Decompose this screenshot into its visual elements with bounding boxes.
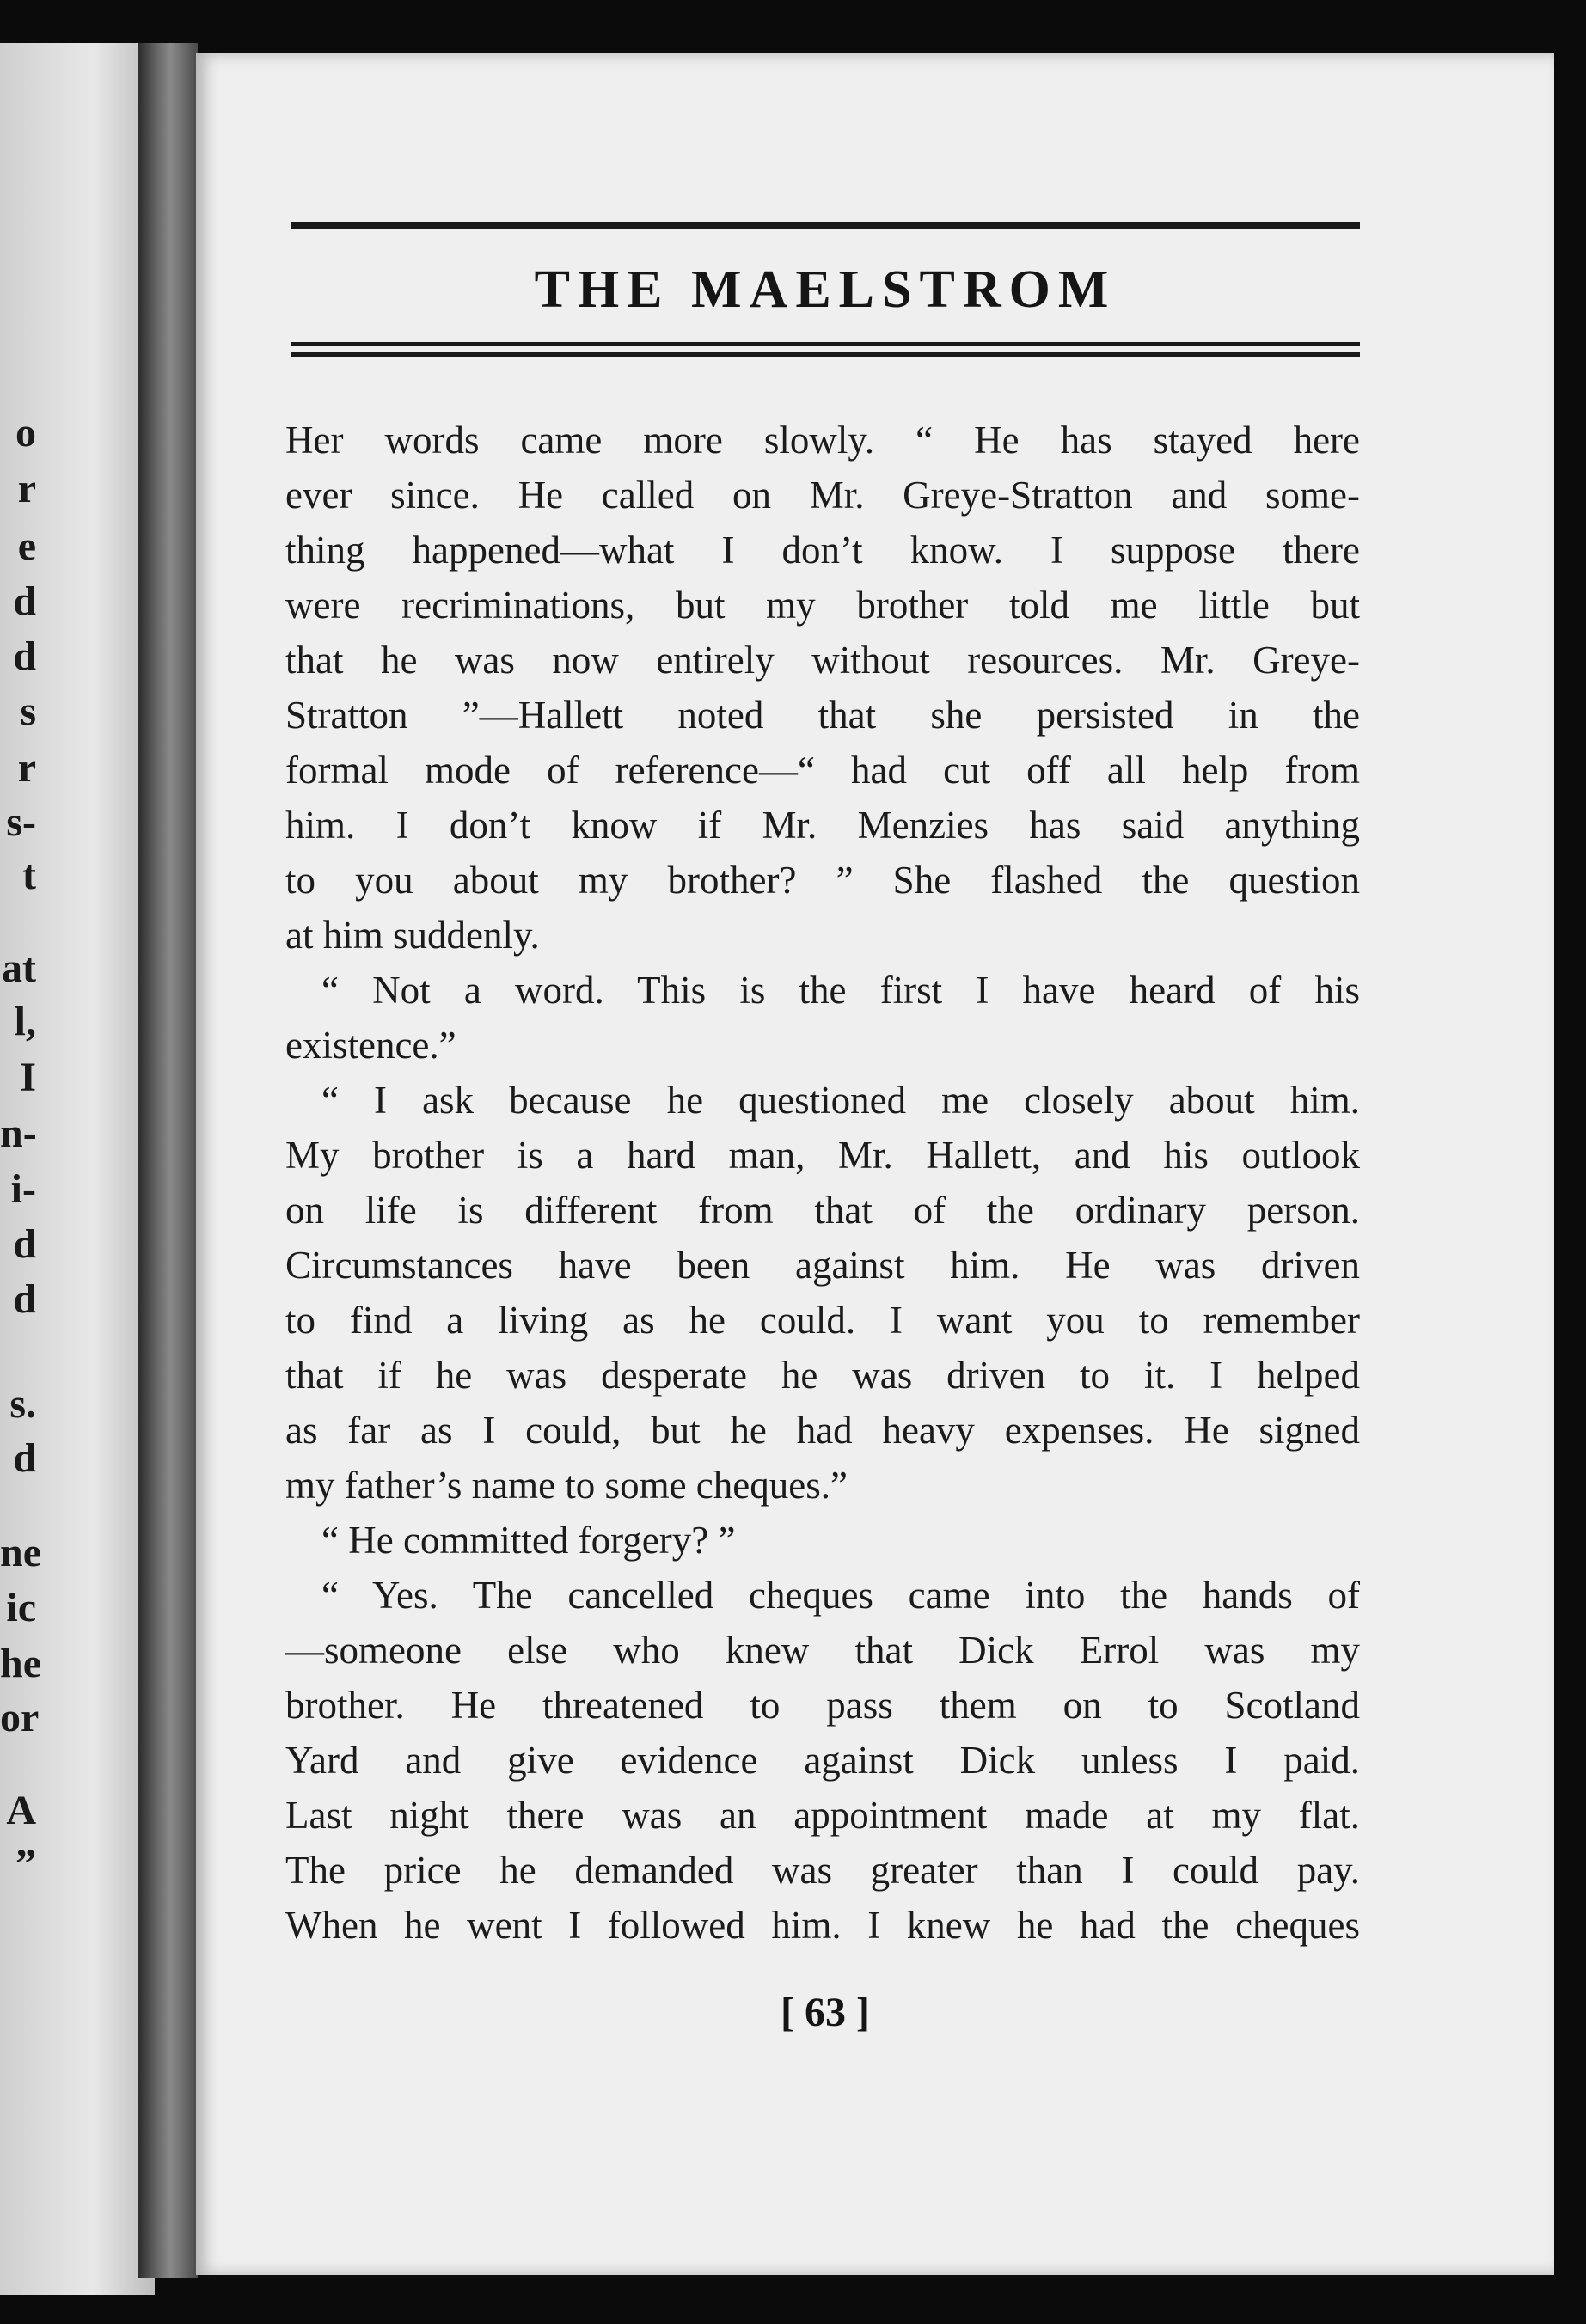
left-page-text-fragment: ne bbox=[0, 1530, 41, 1575]
header-rule-top bbox=[291, 222, 1360, 229]
text-line: “ He committed forgery? ” bbox=[321, 1519, 736, 1562]
text-line: “ Yes. The cancelled cheques came into the hands of bbox=[321, 1574, 1360, 1617]
text-line: existence.” bbox=[285, 1024, 456, 1067]
left-page-text-fragment: l, bbox=[14, 999, 36, 1044]
text-line: “ I ask because he questioned me closely about him. bbox=[321, 1079, 1360, 1122]
text-line: brother. He threatened to pass them on to Scotland bbox=[285, 1684, 1360, 1727]
left-page-text-fragment: s. bbox=[9, 1381, 36, 1427]
left-page-text-fragment: d bbox=[13, 1221, 36, 1267]
left-page-text-fragment: r bbox=[17, 466, 36, 511]
left-page-text-fragment: t bbox=[22, 853, 36, 898]
text-line: thing happened—what I don’t know. I suppose there bbox=[285, 529, 1360, 572]
text-line: —someone else who knew that Dick Errol was my bbox=[285, 1629, 1360, 1672]
page-title: THE MAELSTROM bbox=[534, 260, 1117, 319]
text-line: at him suddenly. bbox=[285, 914, 540, 957]
left-page-text-fragment: e bbox=[17, 523, 36, 569]
header-rule-double-upper bbox=[291, 342, 1360, 346]
text-line: were recriminations, but my brother told me little but bbox=[285, 584, 1360, 627]
text-line: ever since. He called on Mr. Greye-Stratton and some- bbox=[285, 474, 1360, 517]
text-line: Her words came more slowly. “ He has stayed here bbox=[285, 419, 1360, 462]
text-line: Yard and give evidence against Dick unless I paid. bbox=[285, 1739, 1360, 1782]
text-line: My brother is a hard man, Mr. Hallett, and his outlook bbox=[285, 1134, 1360, 1177]
text-line: Last night there was an appointment made at my flat. bbox=[285, 1794, 1360, 1837]
left-page-text-fragment: ” bbox=[15, 1841, 36, 1887]
header-rule-double-lower bbox=[291, 352, 1360, 357]
left-page-text-fragment: at bbox=[2, 945, 36, 991]
book-gutter bbox=[138, 43, 198, 2278]
text-line: to find a living as he could. I want you to remember bbox=[285, 1299, 1360, 1342]
left-page-text-fragment: s bbox=[20, 688, 36, 734]
text-line: Stratton ”—Hallett noted that she persisted in the bbox=[285, 694, 1360, 737]
text-line: on life is different from that of the ordinary person. bbox=[285, 1189, 1360, 1232]
text-line: my father’s name to some cheques.” bbox=[285, 1464, 848, 1507]
left-page-text-fragment: d bbox=[13, 1276, 36, 1322]
text-line: to you about my brother? ” She flashed the question bbox=[285, 859, 1360, 902]
left-page-text-fragment: I bbox=[20, 1055, 36, 1100]
left-page-text-fragment: or bbox=[0, 1695, 40, 1740]
left-page-text-fragment: he bbox=[0, 1641, 41, 1686]
left-page-text-fragment: s- bbox=[6, 799, 36, 845]
left-page-text-fragment: n- bbox=[0, 1110, 37, 1156]
left-page-text-fragment: r bbox=[17, 745, 36, 791]
text-line: that if he was desperate he was driven to it. I helped bbox=[285, 1354, 1360, 1397]
text-line: “ Not a word. This is the first I have heard of his bbox=[321, 969, 1360, 1012]
left-page-text-fragment: o bbox=[15, 410, 36, 456]
body-text bbox=[285, 413, 1360, 1953]
text-line: The price he demanded was greater than I could pay. bbox=[285, 1849, 1360, 1892]
left-page-text-fragment: A bbox=[6, 1788, 36, 1833]
text-line: When he went I followed him. I knew he had the cheques bbox=[285, 1904, 1360, 1947]
text-line: formal mode of reference—“ had cut off all help from bbox=[285, 749, 1360, 792]
book-page bbox=[196, 53, 1554, 2275]
left-page-text-fragment: d bbox=[13, 578, 36, 624]
text-line: Circumstances have been against him. He was driven bbox=[285, 1244, 1360, 1287]
left-page-text-fragment: d bbox=[13, 633, 36, 679]
left-page-text-fragment: ic bbox=[6, 1585, 36, 1630]
text-line: him. I don’t know if Mr. Menzies has said anything bbox=[285, 804, 1360, 847]
left-page-text-fragment: i- bbox=[10, 1166, 36, 1212]
left-page-text-fragment: d bbox=[13, 1435, 36, 1481]
text-line: that he was now entirely without resources. Mr. Greye- bbox=[285, 639, 1360, 682]
text-line: as far as I could, but he had heavy expenses. He signed bbox=[285, 1409, 1360, 1452]
page-number: [ 63 ] bbox=[781, 1990, 870, 2035]
